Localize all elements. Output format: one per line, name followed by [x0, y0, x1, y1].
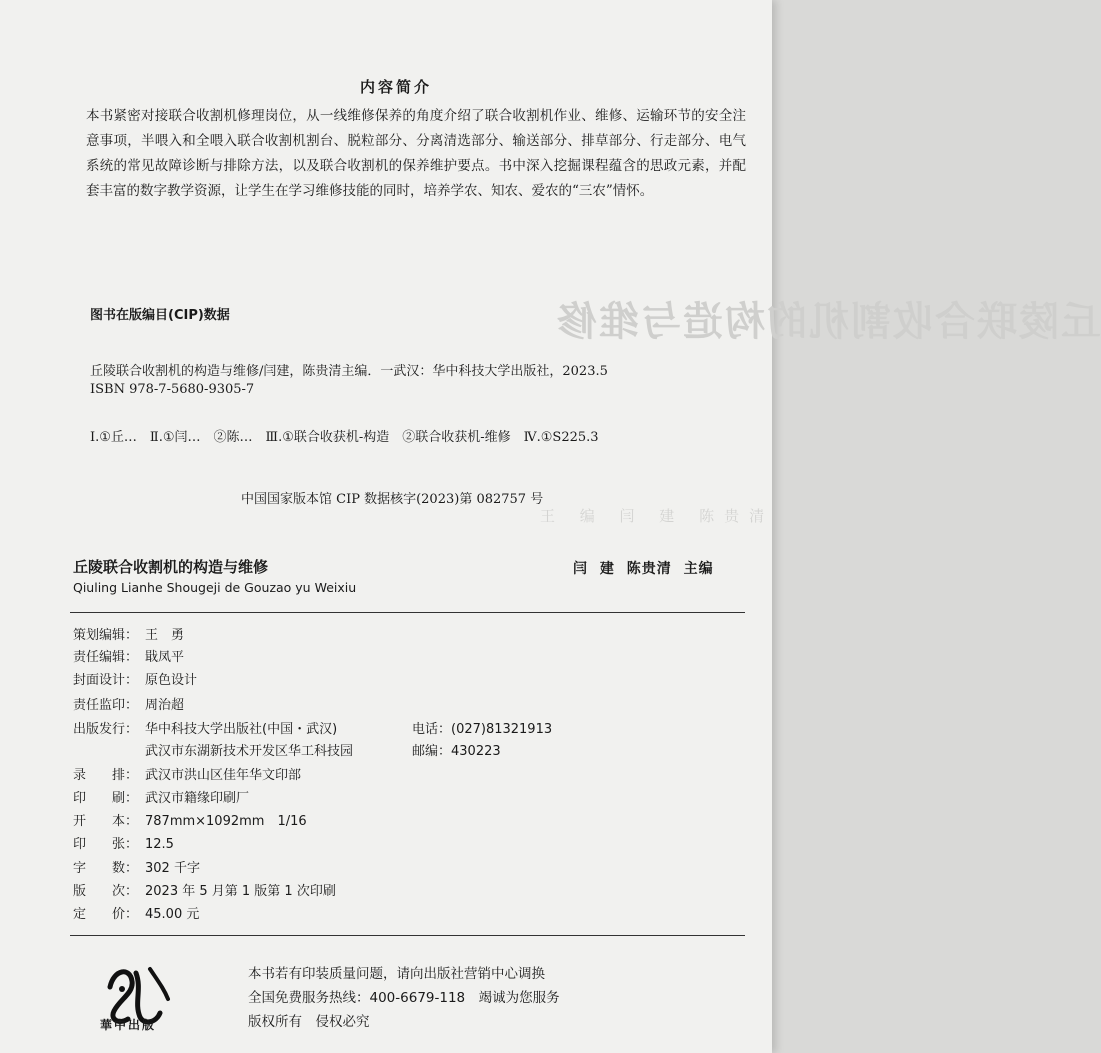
credit-label: 印 刷： [73, 791, 139, 806]
credit-row [73, 740, 353, 759]
credit-row [73, 764, 301, 783]
cip-heading: 图书在版编目(CIP)数据 [90, 308, 230, 323]
cip-record-number: 中国国家版本馆 CIP 数据核字(2023)第 082757 号 [241, 492, 544, 507]
credit-value: 武汉市洪山区佳年华文印部 [145, 768, 302, 783]
credit-row [73, 669, 197, 688]
credit-value: 王 勇 [145, 628, 185, 643]
credit-value: 787mm×1092mm 1/16 [145, 814, 307, 829]
cip-classification: Ⅰ.①丘… Ⅱ.①闫… ②陈… Ⅲ.①联合收获机-构造 ②联合收获机-维修 Ⅳ.①S225.3 [90, 430, 599, 445]
credit-row [73, 857, 200, 876]
notice-copyright: 版权所有 侵权必究 [248, 1014, 370, 1030]
credit-value: 戢凤平 [145, 650, 185, 665]
divider-bottom [70, 935, 745, 936]
credit-row [73, 833, 174, 852]
credit-label: 出版发行： [73, 722, 139, 737]
notice-quality: 本书若有印装质量问题，请向出版社营销中心调换 [248, 966, 545, 982]
book-editors: 闫 建 陈贵清 主编 [573, 561, 714, 577]
credit-label: 版 次： [73, 884, 139, 899]
credit-value: 45.00 元 [145, 907, 200, 922]
credit-row [73, 787, 249, 806]
show-through-title: 丘陵联合收割机的构造与维修 [555, 298, 1101, 345]
book-title-pinyin: Qiuling Lianhe Shougeji de Gouzao yu Weixiu [73, 580, 357, 595]
notice-hotline: 全国免费服务热线：400-6679-118 竭诚为您服务 [248, 990, 560, 1006]
credit-row [73, 624, 184, 643]
credit-row [73, 880, 336, 899]
credit-label: 责任编辑： [73, 650, 139, 665]
divider-top [70, 612, 745, 613]
publisher-logo-text: 華中出版 [100, 1018, 157, 1032]
book-title: 丘陵联合收割机的构造与维修 [73, 558, 269, 576]
show-through-editors: 王 编 闫 建 陈贵清 [540, 507, 775, 525]
credit-label: 责任监印： [73, 698, 139, 713]
credit-label: 字 数： [73, 861, 139, 876]
contact-phone: 电话：(027)81321913 [412, 722, 553, 737]
credit-label: 定 价： [73, 907, 139, 922]
credit-label: 录 排： [73, 768, 139, 783]
cip-isbn: ISBN 978-7-5680-9305-7 [90, 382, 255, 397]
credit-value: 2023 年 5 月第 1 版第 1 次印刷 [145, 884, 336, 899]
credit-value: 原色设计 [145, 673, 198, 688]
credit-value: 周治超 [145, 698, 185, 713]
summary-title: 内容简介 [360, 78, 433, 96]
credit-value: 华中科技大学出版社(中国・武汉) [145, 722, 338, 737]
summary-body: 本书紧密对接联合收割机修理岗位，从一线维修保养的角度介绍了联合收割机作业、维修、运输环节的安全注意事项，半喂入和全喂入联合收割机割台、脱粒部分、分离清选部分、输送部分、排草部分、行走部分、电气系统的常见故障诊断与排除方法，以及联合收割机的保养维护要点。书中深入挖掘课程蕴含的思政元素，并配套丰富的数字教学资源，让学生在学习维修技能的同时，培养学农、知农、爱农的“三农”情怀。 [86, 108, 746, 199]
credit-label: 开 本： [73, 814, 139, 829]
credit-row [73, 903, 199, 922]
credit-label: 封面设计： [73, 673, 139, 688]
credit-row [73, 694, 184, 713]
credit-value: 12.5 [145, 837, 174, 852]
credit-row [73, 718, 337, 737]
credit-value: 302 千字 [145, 861, 200, 876]
credit-label: 印 张： [73, 837, 139, 852]
cip-line-1: 丘陵联合收割机的构造与维修/闫建，陈贵清主编．一武汉：华中科技大学出版社，2023.5 [90, 364, 608, 379]
credit-value: 武汉市东湖新技术开发区华工科技园 [145, 744, 354, 759]
credit-row [73, 646, 184, 665]
credit-value: 武汉市籍缘印刷厂 [145, 791, 250, 806]
credit-row [73, 810, 307, 829]
credit-label: 策划编辑： [73, 628, 139, 643]
contact-postcode: 邮编：430223 [412, 744, 501, 759]
